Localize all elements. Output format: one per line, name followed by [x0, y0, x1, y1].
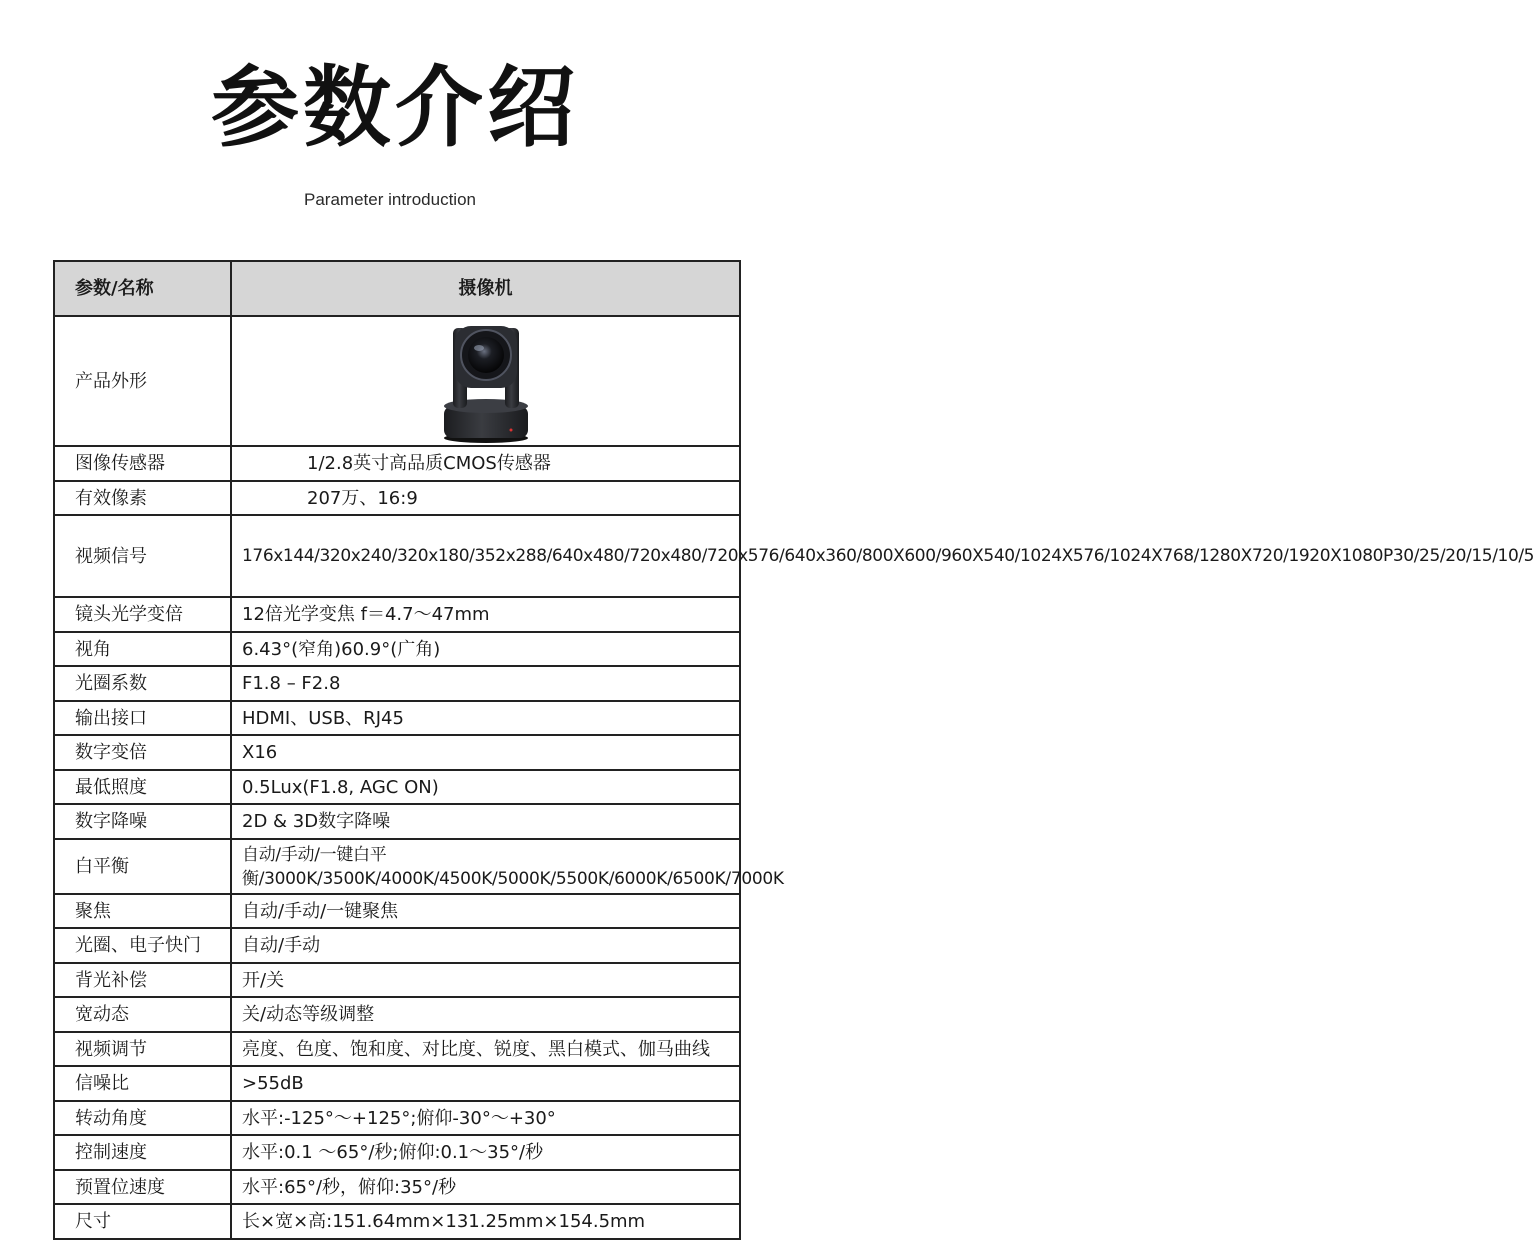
table-row: [54, 770, 740, 804]
row-key: 产品外形: [54, 316, 231, 446]
row-value: 0.5Lux(F1.8, AGC ON): [231, 770, 740, 804]
row-value: 水平:65°/秒，俯仰:35°/秒: [231, 1170, 740, 1204]
table-header-row: [54, 261, 740, 316]
row-key: 控制速度: [54, 1135, 231, 1170]
table-row: [54, 481, 740, 515]
row-key: 宽动态: [54, 997, 231, 1032]
table-row: [54, 515, 740, 597]
row-value: 水平:0.1 ～65°/秒;俯仰:0.1～35°/秒: [231, 1135, 740, 1170]
table-row: [54, 804, 740, 839]
table-row: [54, 997, 740, 1032]
row-value: 207万、16:9: [231, 481, 740, 515]
table-row-appearance: [54, 316, 740, 446]
row-key: 图像传感器: [54, 446, 231, 481]
product-image-cell: [231, 316, 740, 446]
row-key: 视角: [54, 632, 231, 666]
row-key: 视频调节: [54, 1032, 231, 1066]
table-row: [54, 1066, 740, 1101]
row-key: 视频信号: [54, 515, 231, 597]
table-row: [54, 963, 740, 997]
row-value: 亮度、色度、饱和度、对比度、锐度、黑白模式、伽马曲线: [231, 1032, 740, 1066]
row-value: 2D & 3D数字降噪: [231, 804, 740, 839]
row-key: 光圈、电子快门: [54, 928, 231, 963]
row-value: 开/关: [231, 963, 740, 997]
row-key: 数字变倍: [54, 735, 231, 770]
table-row: [54, 1101, 740, 1135]
row-key: 输出接口: [54, 701, 231, 735]
row-key: 白平衡: [54, 839, 231, 894]
table-row: [54, 839, 740, 894]
table-row: [54, 701, 740, 735]
row-key: 预置位速度: [54, 1170, 231, 1204]
row-key: 镜头光学变倍: [54, 597, 231, 632]
row-value: 176x144/320x240/320x180/352x288/640x480/720x480/720x576/640x360/800X600/960X540/1024X576/1024X768/1280X720/1920X1080P30/25/20/15/10/5: [231, 515, 740, 597]
row-value: 水平:-125°～+125°;俯仰-30°～+30°: [231, 1101, 740, 1135]
row-value: 自动/手动/一键白平衡/3000K/3500K/4000K/4500K/5000K/5500K/6000K/6500K/7000K: [231, 839, 740, 894]
row-value: 6.43°(窄角)60.9°(广角): [231, 632, 740, 666]
row-value: HDMI、USB、RJ45: [231, 701, 740, 735]
table-row: [54, 597, 740, 632]
table-row: [54, 666, 740, 701]
row-value: 自动/手动: [231, 928, 740, 963]
ptz-camera-image: [431, 322, 541, 444]
row-key: 尺寸: [54, 1204, 231, 1239]
table-row: [54, 1032, 740, 1066]
row-key: 有效像素: [54, 481, 231, 515]
parameter-table: [53, 260, 1534, 1240]
row-key: 转动角度: [54, 1101, 231, 1135]
row-value: 1/2.8英寸高品质CMOS传感器: [231, 446, 740, 481]
header-key: 参数/名称: [54, 261, 231, 316]
row-value: >55dB: [231, 1066, 740, 1101]
row-key: 最低照度: [54, 770, 231, 804]
table-row: [54, 1170, 740, 1204]
row-key: 数字降噪: [54, 804, 231, 839]
row-key: 聚焦: [54, 894, 231, 928]
table-row: [54, 735, 740, 770]
table-row: [54, 1135, 740, 1170]
table-row: [54, 894, 740, 928]
page-title: 参数介绍: [210, 56, 579, 159]
table-row: [54, 1204, 740, 1239]
row-value: X16: [231, 735, 740, 770]
row-value: 长×宽×高:151.64mm×131.25mm×154.5mm: [231, 1204, 740, 1239]
row-value: 自动/手动/一键聚焦: [231, 894, 740, 928]
table-row: [54, 928, 740, 963]
row-key: 背光补偿: [54, 963, 231, 997]
row-key: 信噪比: [54, 1066, 231, 1101]
header-value: 摄像机: [231, 261, 740, 316]
row-key: 光圈系数: [54, 666, 231, 701]
page-subtitle: Parameter introduction: [304, 190, 476, 209]
table-row: [54, 446, 740, 481]
row-value: F1.8 – F2.8: [231, 666, 740, 701]
table-row: [54, 632, 740, 666]
row-value: 12倍光学变焦 f＝4.7～47mm: [231, 597, 740, 632]
row-value: 关/动态等级调整: [231, 997, 740, 1032]
